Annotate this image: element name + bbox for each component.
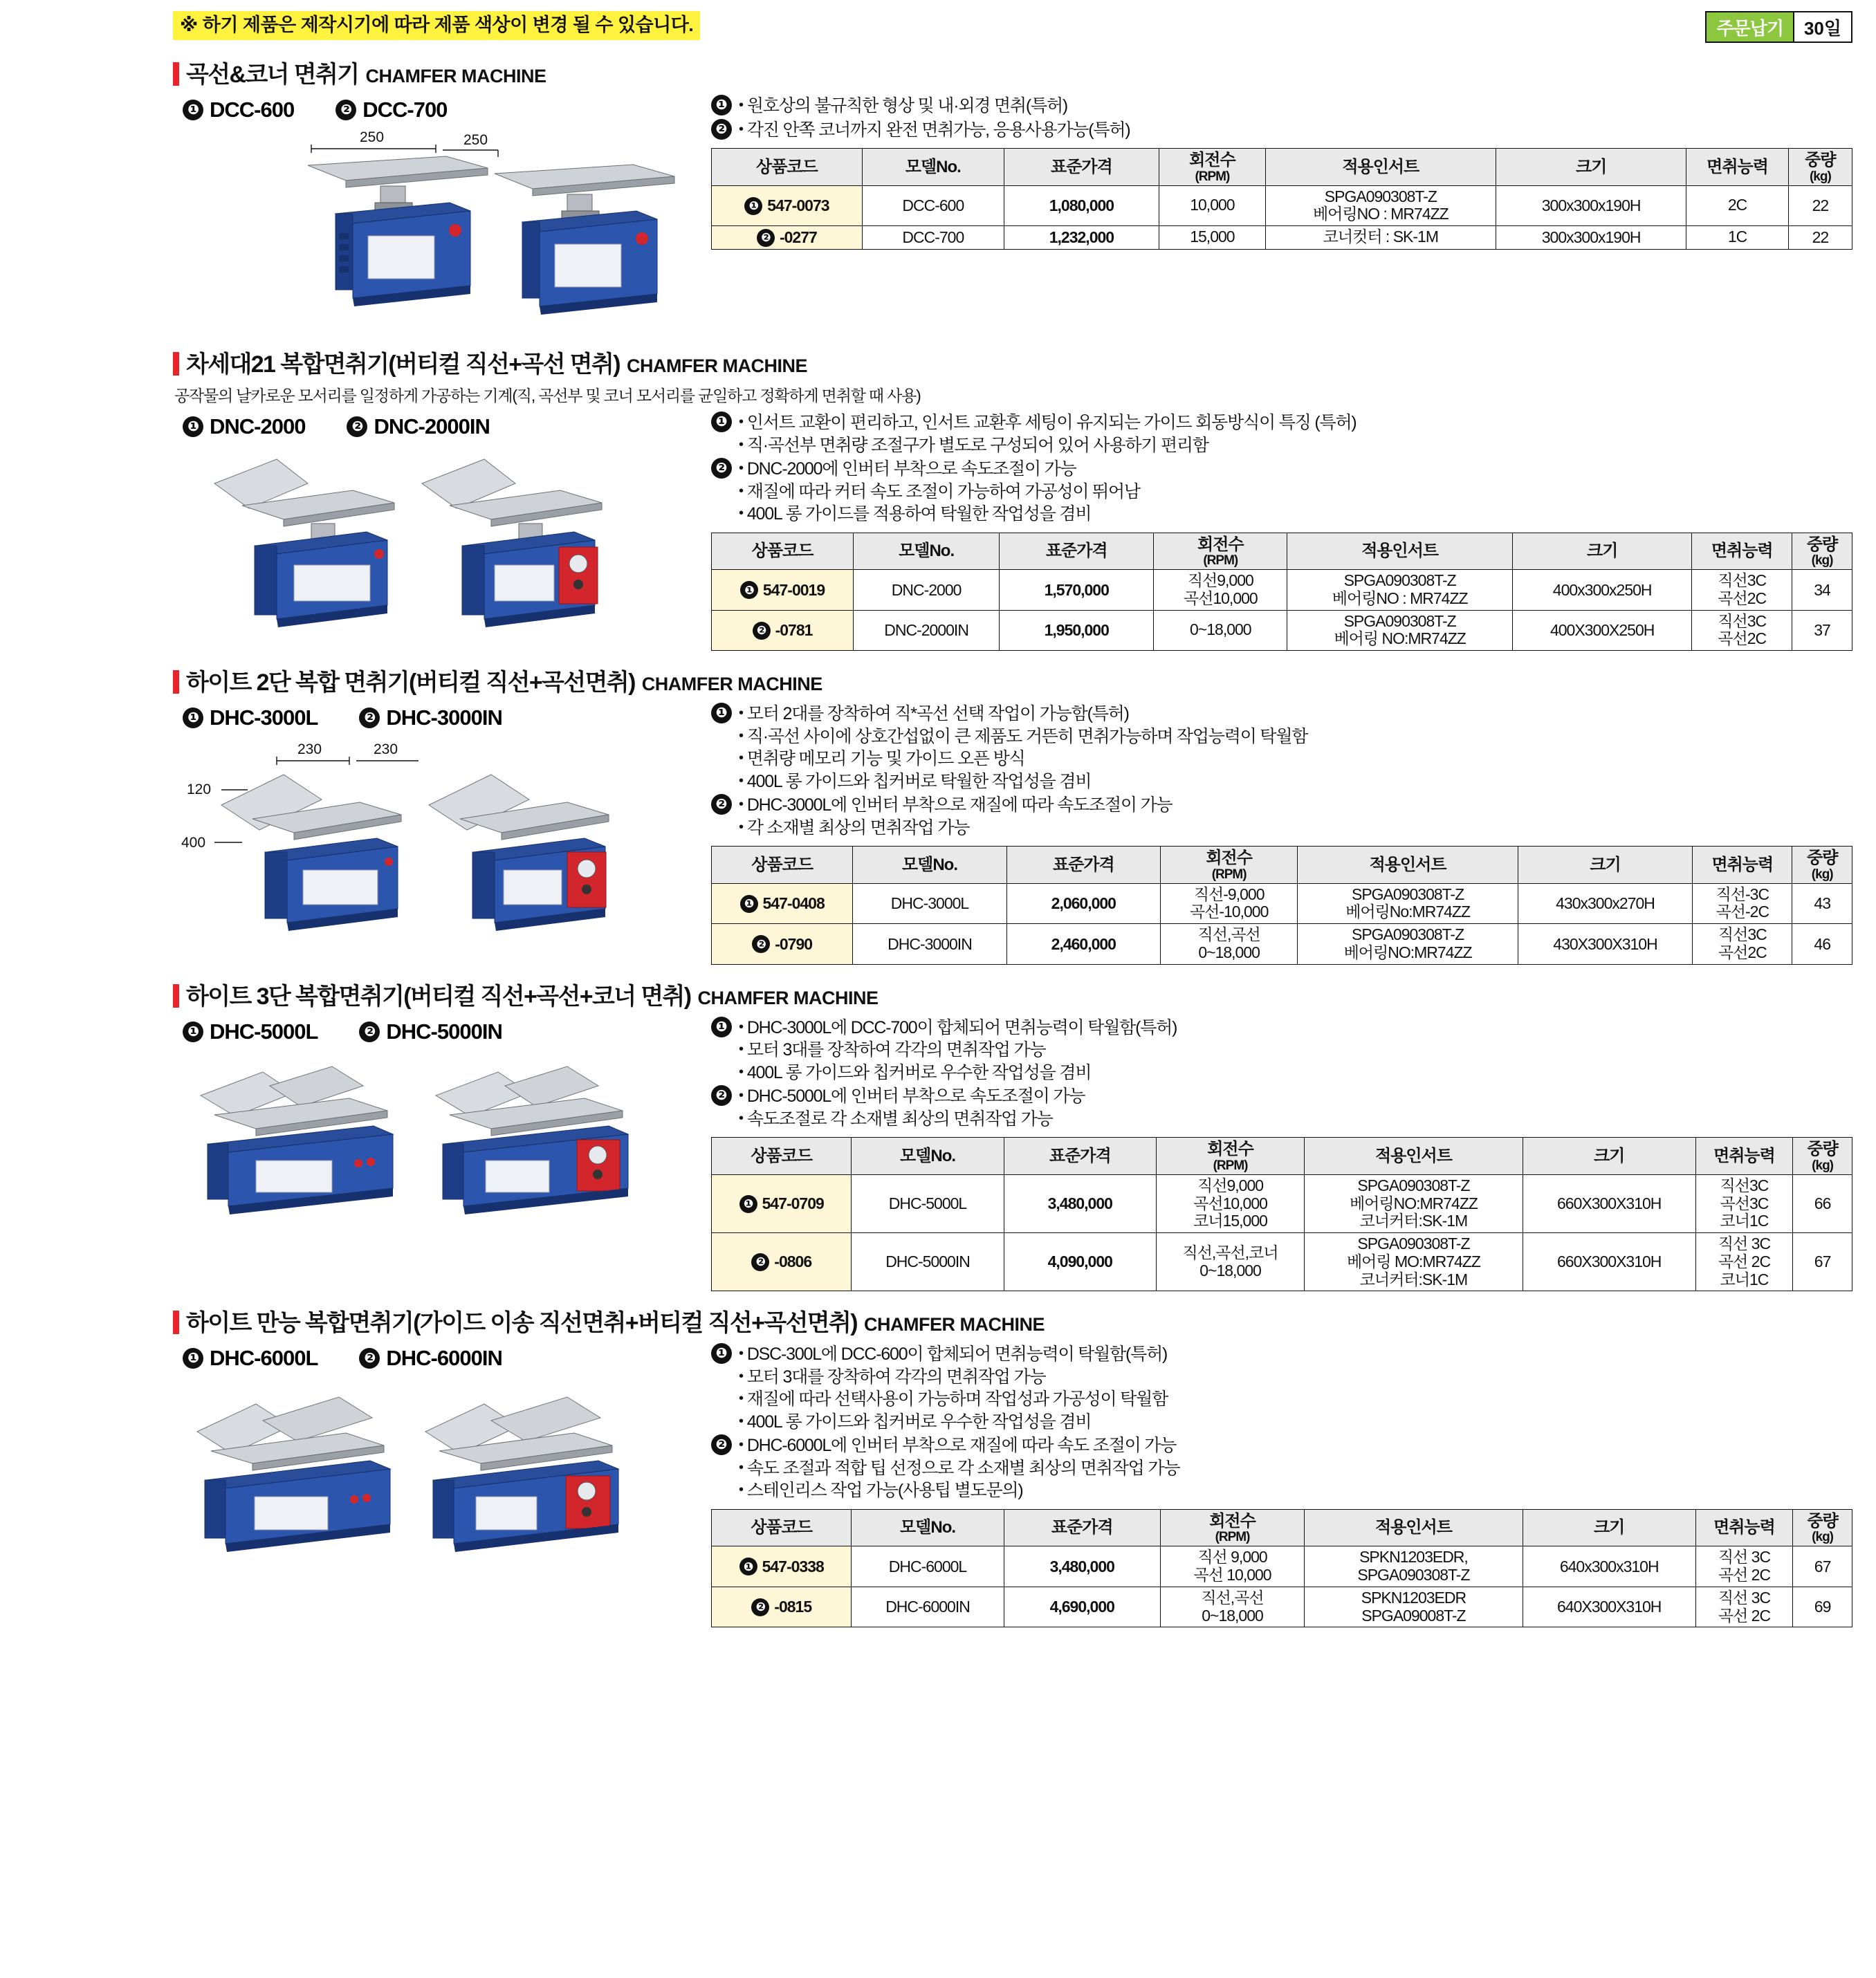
dhc3000-machine-illustration: [173, 733, 699, 954]
table-header-row: [712, 1509, 1852, 1546]
feature-block: [711, 458, 1852, 526]
th-price: 표준가격: [1006, 847, 1160, 884]
section-dhc3000: [0, 663, 1876, 965]
td-size: 430x300x270H: [1518, 883, 1692, 924]
marker-2: ❷: [359, 708, 380, 728]
model-label-1: [183, 1019, 318, 1044]
td-code: ❷ -0277: [712, 226, 863, 250]
dim-120: 120: [187, 782, 212, 798]
heading-en: CHAMFER MACHINE: [365, 66, 546, 86]
th-size: 크기: [1523, 1138, 1695, 1175]
th-weight: 중량 (kg): [1792, 847, 1852, 884]
td-capacity: 1C: [1686, 226, 1788, 250]
td-capacity: 직선3C 곡선2C: [1692, 610, 1792, 651]
feature-line: • DHC-6000L에 인버터 부착으로 재질에 따라 속도 조절이 가능: [739, 1434, 1852, 1457]
td-model: DCC-600: [862, 185, 1004, 226]
td-insert: SPKN1203EDR, SPGA090308T-Z: [1305, 1546, 1523, 1587]
th-model: 모델No.: [853, 847, 1006, 884]
dcc-machine-illustration: [173, 125, 699, 333]
td-capacity: 직선3C 곡선2C: [1692, 570, 1792, 611]
td-price: 3,480,000: [1004, 1546, 1160, 1587]
td-rpm: 직선 9,000 곡선 10,000: [1160, 1546, 1304, 1587]
td-size: 640x300x310H: [1523, 1546, 1695, 1587]
section-heading: [173, 977, 1852, 1011]
heading-ko: 하이트 3단 복합면취기(버티컬 직선+곡선+코너 면취): [186, 983, 691, 1010]
th-size: 크기: [1518, 847, 1692, 884]
td-size: 660X300X310H: [1523, 1233, 1695, 1291]
feature-line: • 면취량 메모리 기능 및 가이드 오픈 방식: [739, 748, 1852, 770]
th-weight: 중량 (kg): [1788, 149, 1852, 186]
td-price: 4,090,000: [1004, 1233, 1156, 1291]
feature-line: • 400L 롱 가이드와 칩커버로 우수한 작업성을 겸비: [739, 1411, 1852, 1434]
model-name-text: DNC-2000: [210, 414, 306, 438]
td-model: DHC-6000L: [852, 1546, 1004, 1587]
table-row: [712, 1546, 1852, 1587]
feature-block: [711, 95, 1852, 118]
table-header-row: [712, 1138, 1852, 1175]
model-label-2: [359, 705, 502, 730]
heading-bar: [173, 670, 179, 694]
td-rpm: 0~18,000: [1154, 610, 1287, 651]
td-model: DHC-5000L: [852, 1174, 1004, 1232]
spec-table-dhc5000: [711, 1137, 1852, 1291]
feature-line: • 속도조절로 각 소재별 최상의 면취작업 가능: [739, 1108, 1852, 1131]
section-dhc6000: [0, 1304, 1876, 1647]
table-row: [712, 226, 1852, 250]
td-code: ❶ 547-0338: [712, 1546, 852, 1587]
feature-list: [711, 412, 1852, 526]
delivery-value: 30일: [1793, 12, 1851, 41]
table-row: [712, 924, 1852, 965]
th-capacity: 면취능력: [1695, 1509, 1792, 1546]
marker-1: ❶: [183, 1348, 203, 1369]
td-size: 300x300x190H: [1496, 226, 1686, 250]
product-images: [173, 93, 699, 333]
model-label-1: [183, 705, 318, 730]
td-insert: SPKN1203EDR SPGA09008T-Z: [1305, 1587, 1523, 1627]
heading-ko: 하이트 만능 복합면취기(가이드 이송 직선면취+버티컬 직선+곡선면취): [186, 1310, 858, 1337]
th-model: 모델No.: [852, 1138, 1004, 1175]
feature-line: • 모터 2대를 장착하여 직*곡선 선택 작업이 가능함(특허): [739, 703, 1852, 725]
feature-line: • DHC-5000L에 인버터 부착으로 속도조절이 가능: [739, 1085, 1852, 1108]
feature-line: • 400L 롱 가이드를 적용하여 탁월한 작업성을 겸비: [739, 503, 1852, 526]
td-model: DNC-2000IN: [854, 610, 1000, 651]
model-name-text: DHC-6000L: [210, 1346, 318, 1371]
td-weight: 22: [1788, 185, 1852, 226]
dim-230-a: 230: [297, 741, 322, 758]
dim-top-250: 250: [360, 129, 385, 145]
marker-1: ❶: [183, 100, 203, 120]
td-weight: 43: [1792, 883, 1852, 924]
th-capacity: 면취능력: [1686, 149, 1788, 186]
feature-list: [711, 703, 1852, 839]
td-capacity: 직선 3C 곡선 2C 코너1C: [1695, 1233, 1792, 1291]
marker-1: ❶: [711, 412, 732, 432]
td-price: 2,460,000: [1006, 924, 1160, 965]
td-code: ❶ 547-0709: [712, 1174, 852, 1232]
section-heading: [173, 55, 1852, 89]
th-insert: 적용인서트: [1265, 149, 1496, 186]
dhc6000-machine-illustration: [173, 1374, 699, 1567]
td-insert: SPGA090308T-Z 베어링NO:MR74ZZ 코너커터:SK-1M: [1305, 1174, 1523, 1232]
feature-line: • 400L 롱 가이드와 칩커버로 탁월한 작업성을 겸비: [739, 770, 1852, 793]
th-insert: 적용인서트: [1305, 1138, 1523, 1175]
spec-table-dnc: [711, 533, 1852, 651]
marker-2: ❷: [335, 100, 356, 120]
td-insert: SPGA090308T-Z 베어링NO : MR74ZZ: [1287, 570, 1513, 611]
product-images: [173, 410, 699, 649]
marker-1: ❶: [183, 416, 203, 437]
heading-en: CHAMFER MACHINE: [697, 987, 879, 1008]
feature-block: [711, 1017, 1852, 1084]
marker-2: ❷: [711, 1085, 732, 1106]
dhc5000-machine-illustration: [173, 1047, 699, 1234]
product-images: [173, 1342, 699, 1567]
dim-right-250: 250: [463, 132, 488, 148]
td-model: DHC-3000L: [853, 883, 1006, 924]
heading-ko: 차세대21 복합면취기(버티컬 직선+곡선 면취): [186, 351, 620, 378]
td-rpm: 15,000: [1159, 226, 1266, 250]
feature-line: • 각진 안쪽 코너까지 완전 면취가능, 응용사용가능(특허): [739, 119, 1852, 142]
delivery-label: 주문납기: [1707, 12, 1792, 41]
td-weight: 22: [1788, 226, 1852, 250]
td-rpm: 직선9,000 곡선10,000 코너15,000: [1156, 1174, 1304, 1232]
td-weight: 69: [1793, 1587, 1852, 1627]
table-row: [712, 185, 1852, 226]
td-code: ❶ 547-0408: [712, 883, 853, 924]
td-weight: 46: [1792, 924, 1852, 965]
table-row: [712, 883, 1852, 924]
feature-block: [711, 119, 1852, 142]
table-row: [712, 1233, 1852, 1291]
model-label-2: [347, 414, 489, 439]
feature-block: [711, 1343, 1852, 1433]
top-bar: [0, 0, 1876, 43]
td-weight: 67: [1793, 1546, 1852, 1587]
spec-table-dhc3000: [711, 846, 1852, 965]
td-insert: SPGA090308T-Z 베어링NO : MR74ZZ: [1265, 185, 1496, 226]
td-price: 3,480,000: [1004, 1174, 1156, 1232]
th-size: 크기: [1513, 533, 1692, 570]
td-capacity: 직선3C 곡선3C 코너1C: [1695, 1174, 1792, 1232]
td-rpm: 10,000: [1159, 185, 1266, 226]
td-size: 400X300X250H: [1513, 610, 1692, 651]
model-name-text: DCC-600: [210, 98, 295, 122]
td-weight: 66: [1793, 1174, 1852, 1232]
model-label-1: [183, 414, 305, 439]
th-rpm: 회전수 (RPM): [1156, 1138, 1304, 1175]
td-insert: SPGA090308T-Z 베어링 MO:MR74ZZ 코너커터:SK-1M: [1305, 1233, 1523, 1291]
td-price: 1,570,000: [1000, 570, 1154, 611]
marker-2: ❷: [359, 1348, 380, 1369]
td-code: ❶ 547-0019: [712, 570, 854, 611]
th-capacity: 면취능력: [1692, 533, 1792, 570]
marker-2: ❷: [347, 416, 367, 437]
section-dhc5000: [0, 977, 1876, 1292]
td-rpm: 직선-9,000 곡선-10,000: [1161, 883, 1298, 924]
td-model: DNC-2000: [854, 570, 1000, 611]
td-insert: SPGA090308T-Z 베어링NO:MR74ZZ: [1298, 924, 1518, 965]
td-capacity: 2C: [1686, 185, 1788, 226]
td-capacity: 직선3C 곡선2C: [1693, 924, 1792, 965]
td-model: DHC-3000IN: [853, 924, 1006, 965]
product-images: [173, 701, 699, 954]
feature-line: • 모터 3대를 장착하여 각각의 면취작업 가능: [739, 1039, 1852, 1062]
dim-400: 400: [181, 835, 206, 851]
delivery-badge: [1705, 11, 1852, 43]
feature-list: [711, 1343, 1852, 1502]
td-insert: SPGA090308T-Z 베어링No:MR74ZZ: [1298, 883, 1518, 924]
td-weight: 37: [1792, 610, 1852, 651]
heading-bar: [173, 352, 179, 376]
th-code: 상품코드: [712, 149, 863, 186]
section-dcc: [0, 55, 1876, 333]
td-price: 1,232,000: [1004, 226, 1159, 250]
feature-line: • DNC-2000에 인버터 부착으로 속도조절이 가능: [739, 458, 1852, 481]
td-rpm: 직선,곡선,코너 0~18,000: [1156, 1233, 1304, 1291]
spec-table-dcc: [711, 148, 1852, 250]
th-rpm: 회전수 (RPM): [1161, 847, 1298, 884]
feature-block: [711, 703, 1852, 793]
heading-en: CHAMFER MACHINE: [864, 1314, 1045, 1335]
marker-2: ❷: [711, 794, 732, 815]
td-weight: 67: [1793, 1233, 1852, 1291]
product-images: [173, 1015, 699, 1234]
feature-block: [711, 412, 1852, 456]
section-heading: [173, 345, 1852, 379]
td-code: ❷ -0815: [712, 1587, 852, 1627]
marker-2: ❷: [711, 458, 732, 479]
th-weight: 중량 (kg): [1793, 1138, 1852, 1175]
th-rpm: 회전수 (RPM): [1160, 1509, 1304, 1546]
model-name-text: DNC-2000IN: [374, 414, 490, 438]
th-price: 표준가격: [1004, 1138, 1156, 1175]
model-name-text: DCC-700: [362, 98, 448, 122]
feature-line: • DSC-300L에 DCC-600이 합체되어 면취능력이 탁월함(특허): [739, 1343, 1852, 1366]
feature-block: [711, 1085, 1852, 1130]
table-header-row: [712, 847, 1852, 884]
heading-bar: [173, 1311, 179, 1334]
td-price: 2,060,000: [1006, 883, 1160, 924]
dnc-machine-illustration: [173, 442, 699, 649]
td-price: 4,690,000: [1004, 1587, 1160, 1627]
td-model: DCC-700: [862, 226, 1004, 250]
td-price: 1,950,000: [1000, 610, 1154, 651]
heading-ko: 하이트 2단 복합 면취기(버티컬 직선+곡선면취): [186, 669, 635, 696]
th-price: 표준가격: [1004, 149, 1159, 186]
td-size: 300x300x190H: [1496, 185, 1686, 226]
th-insert: 적용인서트: [1298, 847, 1518, 884]
table-row: [712, 1174, 1852, 1232]
td-insert: SPGA090308T-Z 베어링 NO:MR74ZZ: [1287, 610, 1513, 651]
th-capacity: 면취능력: [1695, 1138, 1792, 1175]
th-weight: 중량 (kg): [1793, 1509, 1852, 1546]
table-row: [712, 570, 1852, 611]
td-insert: 코너컷터 : SK-1M: [1265, 226, 1496, 250]
feature-line: • 재질에 따라 선택사용이 가능하며 작업성과 가공성이 탁월함: [739, 1388, 1852, 1411]
th-insert: 적용인서트: [1287, 533, 1513, 570]
feature-line: • 직·곡선 사이에 상호간섭없이 큰 제품도 거뜬히 면취가능하며 작업능력이 탁월함: [739, 725, 1852, 748]
feature-line: • 스테인리스 작업 가능(사용팁 별도문의): [739, 1479, 1852, 1502]
td-capacity: 직선 3C 곡선 2C: [1695, 1546, 1792, 1587]
td-price: 1,080,000: [1004, 185, 1159, 226]
feature-list: [711, 95, 1852, 141]
table-header-row: [712, 533, 1852, 570]
marker-2: ❷: [711, 1434, 732, 1455]
dim-230-b: 230: [374, 741, 398, 758]
td-model: DHC-5000IN: [852, 1233, 1004, 1291]
model-name-text: DHC-5000IN: [386, 1019, 502, 1044]
td-capacity: 직선-3C 곡선-2C: [1693, 883, 1792, 924]
section-heading: [173, 663, 1852, 697]
section-subtitle: 공작물의 날카로운 모서리를 일정하게 가공하는 기계(직, 곡선부 및 코너 모서리를 균일하고 정확하게 면취할 때 사용): [174, 387, 921, 405]
marker-1: ❶: [711, 1017, 732, 1037]
td-code: ❷ -0790: [712, 924, 853, 965]
feature-line: • 인서트 교환이 편리하고, 인서트 교환후 세팅이 유지되는 가이드 회동방식이 특징 (특허): [739, 412, 1852, 434]
feature-line: • DHC-3000L에 DCC-700이 합체되어 면취능력이 탁월함(특허): [739, 1017, 1852, 1039]
th-price: 표준가격: [1004, 1509, 1160, 1546]
td-model: DHC-6000IN: [852, 1587, 1004, 1627]
model-name-text: DHC-3000IN: [386, 705, 502, 730]
td-code: ❷ -0781: [712, 610, 854, 651]
td-size: 660X300X310H: [1523, 1174, 1695, 1232]
th-insert: 적용인서트: [1305, 1509, 1523, 1546]
marker-2: ❷: [359, 1022, 380, 1042]
heading-bar: [173, 984, 179, 1008]
section-heading: [173, 1304, 1852, 1338]
th-size: 크기: [1523, 1509, 1695, 1546]
model-name-text: DHC-5000L: [210, 1019, 318, 1044]
model-label-2: [335, 98, 447, 122]
feature-line: • 모터 3대를 장착하여 각각의 면취작업 가능: [739, 1366, 1852, 1389]
marker-1: ❶: [711, 95, 732, 115]
feature-line: • 직·곡선부 면취량 조절구가 별도로 구성되어 있어 사용하기 편리함: [739, 434, 1852, 457]
section-dnc: [0, 345, 1876, 651]
th-rpm: 회전수 (RPM): [1154, 533, 1287, 570]
th-price: 표준가격: [1000, 533, 1154, 570]
td-rpm: 직선,곡선 0~18,000: [1161, 924, 1298, 965]
heading-en: CHAMFER MACHINE: [641, 674, 822, 695]
td-size: 430X300X310H: [1518, 924, 1692, 965]
feature-block: [711, 794, 1852, 839]
marker-1: ❶: [711, 703, 732, 723]
td-rpm: 직선9,000 곡선10,000: [1154, 570, 1287, 611]
td-size: 400x300x250H: [1513, 570, 1692, 611]
th-size: 크기: [1496, 149, 1686, 186]
th-rpm: 회전수 (RPM): [1159, 149, 1266, 186]
marker-1: ❶: [711, 1343, 732, 1364]
td-code: ❶ 547-0073: [712, 185, 863, 226]
td-rpm: 직선,곡선 0~18,000: [1160, 1587, 1304, 1627]
color-notice: ※ 하기 제품은 제작시기에 따라 제품 색상이 변경 될 수 있습니다.: [173, 11, 700, 40]
th-code: 상품코드: [712, 533, 854, 570]
feature-line: • 재질에 따라 커터 속도 조절이 가능하여 가공성이 뛰어남: [739, 481, 1852, 503]
heading-bar: [173, 62, 179, 86]
th-code: 상품코드: [712, 1138, 852, 1175]
feature-line: • 400L 롱 가이드와 칩커버로 우수한 작업성을 겸비: [739, 1062, 1852, 1084]
th-model: 모델No.: [862, 149, 1004, 186]
th-model: 모델No.: [854, 533, 1000, 570]
marker-1: ❶: [183, 1022, 203, 1042]
feature-block: [711, 1434, 1852, 1502]
td-weight: 34: [1792, 570, 1852, 611]
marker-1: ❶: [183, 708, 203, 728]
td-size: 640X300X310H: [1523, 1587, 1695, 1627]
table-header-row: [712, 149, 1852, 186]
spec-table-dhc6000: [711, 1509, 1852, 1628]
model-label-1: [183, 98, 294, 122]
table-row: [712, 610, 1852, 651]
model-label-1: [183, 1346, 318, 1371]
heading-ko: 곡선&코너 면취기: [186, 62, 359, 88]
model-label-2: [359, 1019, 502, 1044]
td-code: ❷ -0806: [712, 1233, 852, 1291]
feature-list: [711, 1017, 1852, 1131]
model-name-text: DHC-3000L: [210, 705, 318, 730]
th-capacity: 면취능력: [1693, 847, 1792, 884]
th-code: 상품코드: [712, 1509, 852, 1546]
feature-line: • 원호상의 불규칙한 형상 및 내·외경 면취(특허): [739, 95, 1852, 118]
td-capacity: 직선 3C 곡선 2C: [1695, 1587, 1792, 1627]
th-code: 상품코드: [712, 847, 853, 884]
model-label-2: [359, 1346, 502, 1371]
feature-line: • DHC-3000L에 인버터 부착으로 재질에 따라 속도조절이 가능: [739, 794, 1852, 817]
marker-2: ❷: [711, 119, 732, 140]
model-name-text: DHC-6000IN: [386, 1346, 502, 1371]
th-weight: 중량 (kg): [1792, 533, 1852, 570]
heading-en: CHAMFER MACHINE: [627, 355, 807, 376]
table-row: [712, 1587, 1852, 1627]
feature-line: • 각 소재별 최상의 면취작업 가능: [739, 817, 1852, 840]
th-model: 모델No.: [852, 1509, 1004, 1546]
feature-line: • 속도 조절과 적합 팁 선정으로 각 소재별 최상의 면취작업 가능: [739, 1457, 1852, 1480]
